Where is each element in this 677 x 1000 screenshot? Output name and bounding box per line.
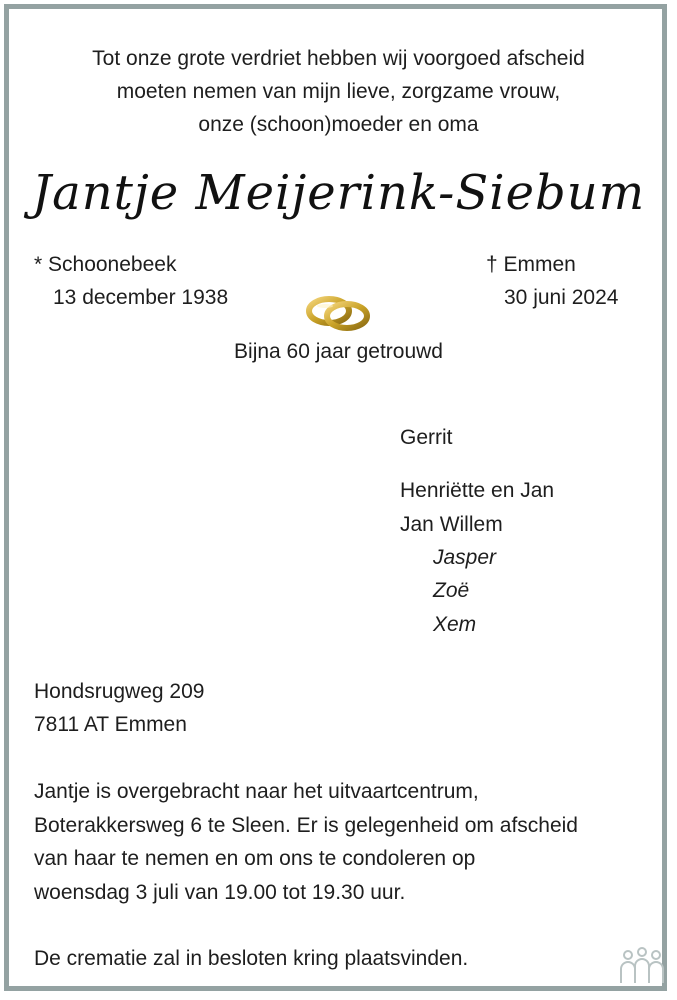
address-line: Hondsrugweg 209 [34,680,205,703]
family-grandchild: Zoë [433,579,470,602]
info-line: woensdag 3 juli van 19.00 tot 19.30 uur. [34,881,406,904]
family-spouse: Gerrit [400,426,453,449]
family-child: Jan Willem [400,513,503,536]
closing-text: De crematie zal in besloten kring plaatsvinden. [34,947,469,970]
address-line: 7811 AT Emmen [34,713,187,736]
death-place: † Emmen [486,253,576,276]
info-line: Jantje is overgebracht naar het uitvaartcentrum, [34,780,479,803]
family-grandchild: Jasper [433,546,497,569]
family-child: Henriëtte en Jan [400,479,555,502]
deceased-name: Jantje Meijerink-Siebum [31,165,646,221]
intro-line: onze (schoon)moeder en oma [198,113,479,136]
death-date: 30 juni 2024 [504,286,619,309]
intro-line: moeten nemen van mijn lieve, zorgzame vrouw, [116,80,561,103]
intro-text [0,42,677,141]
married-text: Bijna 60 jaar getrouwd [234,340,443,363]
birth-place: * Schoonebeek [34,253,177,276]
info-line: Boterakkersweg 6 te Sleen. Er is gelegenheid om afscheid [34,814,578,837]
people-group-logo-icon [618,945,666,985]
birth-date: 13 december 1938 [53,286,229,309]
info-line: van haar te nemen en om ons te condoleren op [34,847,476,870]
family-grandchild: Xem [433,613,477,636]
intro-line: Tot onze grote verdriet hebben wij voorgoed afscheid [92,47,585,70]
wedding-rings-icon [303,290,375,336]
